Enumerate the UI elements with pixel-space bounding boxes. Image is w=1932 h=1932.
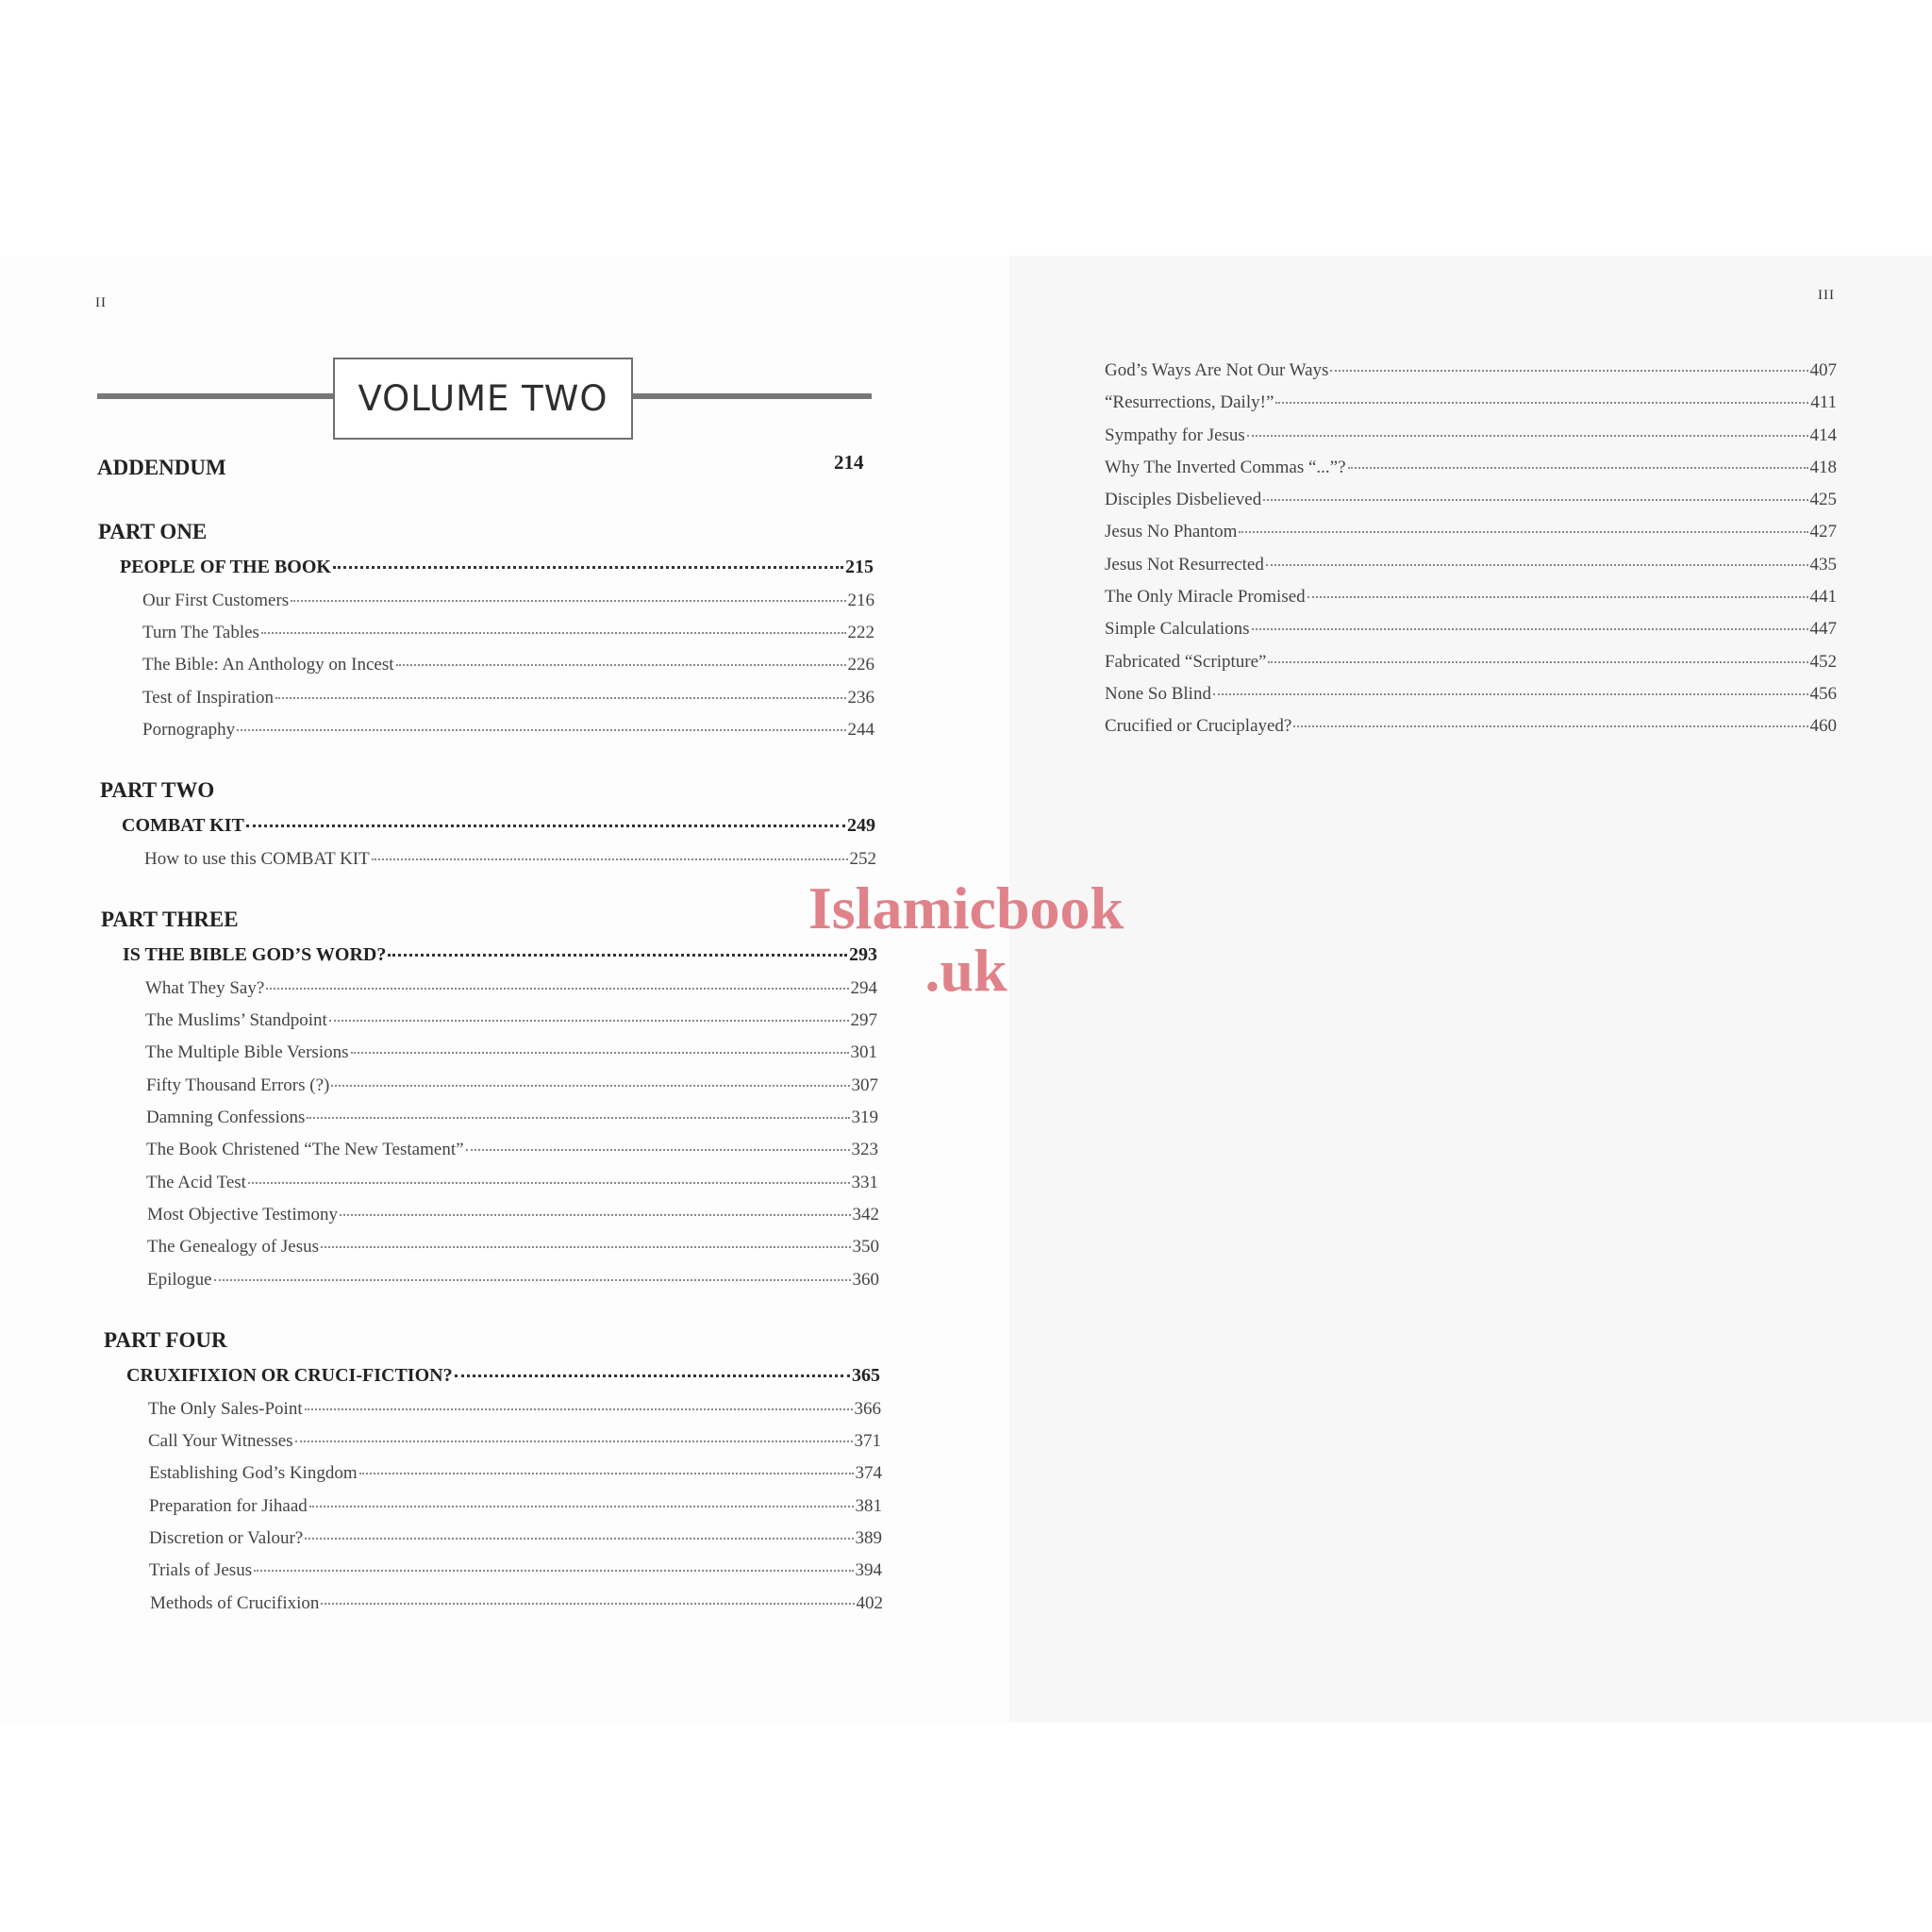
entry-title: Preparation for Jihaad [149,1496,308,1516]
toc-entry[interactable] [145,1038,877,1063]
watermark-line-1: Islamicbook [808,874,1124,941]
entry-title: Fabricated “Scripture” [1105,652,1267,672]
dot-leader [1252,610,1808,630]
dot-leader [340,1196,850,1216]
entry-page: 374 [855,1463,882,1483]
toc-section[interactable] [122,809,875,837]
addendum-page: 214 [834,451,864,474]
toc-entry[interactable] [149,1524,882,1549]
dot-leader [329,1002,849,1022]
dot-leader [275,679,845,699]
dot-leader [214,1261,851,1281]
entry-page: 342 [852,1205,879,1224]
dot-leader [455,1356,850,1377]
section-title: COMBAT KIT [122,815,244,836]
toc-entry[interactable] [150,1589,883,1614]
dot-leader [1330,352,1807,372]
dot-leader [1275,384,1808,404]
part-heading: PART FOUR [104,1328,227,1352]
entry-title: Epilogue [147,1270,212,1290]
entry-page: 236 [847,688,874,708]
dot-leader [321,1585,854,1605]
dot-leader [359,1455,854,1474]
entry-title: God’s Ways Are Not Our Ways [1105,360,1329,380]
entry-title: Crucified or Cruciplayed? [1105,716,1292,736]
toc-entry[interactable] [142,650,874,675]
section-title: PEOPLE OF THE BOOK [120,557,331,577]
section-page: 293 [849,944,877,965]
entry-title: Sympathy for Jesus [1105,425,1245,445]
part-heading: PART TWO [100,778,215,802]
toc-section[interactable] [126,1359,880,1387]
entry-page: 294 [850,978,877,998]
entry-title: What They Say? [145,978,265,998]
dot-leader [1293,708,1807,727]
dot-leader [388,935,847,957]
entry-title: How to use this COMBAT KIT [144,849,370,869]
entry-title: None So Blind [1105,684,1211,704]
entry-title: Why The Inverted Commas “...”? [1105,458,1346,477]
entry-page: 407 [1809,360,1837,380]
section-page: 365 [852,1365,880,1386]
entry-title: Damning Confessions [146,1108,306,1127]
entry-page: 350 [852,1237,879,1257]
toc-entry[interactable] [146,1071,878,1096]
toc-entry[interactable] [1105,679,1837,705]
addendum-label: ADDENDUM [97,456,226,479]
entry-page: 414 [1809,425,1837,445]
toc-entry[interactable] [145,1006,877,1031]
entry-title: Establishing God’s Kingdom [149,1463,358,1483]
dot-leader [307,1099,849,1119]
entry-page: 381 [855,1496,882,1516]
entry-page: 226 [847,655,874,675]
entry-title: The Bible: An Anthology on Incest [142,655,394,675]
right-page-folio: III [1818,288,1835,303]
entry-page: 366 [854,1399,881,1419]
dot-leader [291,582,845,602]
toc-entry[interactable] [1105,517,1837,542]
dot-leader [266,970,848,990]
toc-entry[interactable] [146,1135,878,1160]
entry-page: 371 [854,1431,881,1451]
toc-entry[interactable] [1105,711,1837,737]
entry-title: The Genealogy of Jesus [147,1237,320,1257]
entry-title: Call Your Witnesses [148,1431,293,1451]
toc-entry[interactable] [142,683,874,708]
dot-leader [1213,675,1808,695]
entry-page: 307 [851,1075,878,1095]
entry-page: 402 [856,1593,883,1613]
entry-page: 427 [1809,522,1837,541]
section-page: 249 [847,815,875,836]
section-title: IS THE BIBLE GOD’S WORD? [123,944,387,965]
entry-title: Pornography [142,720,236,740]
watermark-line-2: .uk [924,937,1008,1004]
dot-leader [333,547,843,569]
toc-entry[interactable] [1105,421,1837,446]
entry-title: Our First Customers [142,591,290,610]
dot-leader [248,1164,850,1184]
entry-page: 460 [1809,716,1837,736]
dot-leader [331,1067,849,1087]
entry-page: 216 [847,591,874,610]
dot-leader [237,711,845,731]
dot-leader [305,1520,853,1540]
dot-leader [261,614,846,634]
entry-page: 394 [855,1560,882,1580]
toc-entry[interactable] [142,715,874,741]
entry-page: 425 [1809,490,1837,509]
dot-leader [1268,643,1807,663]
entry-page: 331 [851,1173,878,1192]
entry-title: Jesus Not Resurrected [1105,555,1264,575]
entry-title: The Only Miracle Promised [1105,587,1306,607]
dot-leader [321,1228,850,1248]
section-title: CRUXIFIXION OR CRUCI-FICTION? [126,1365,453,1386]
dot-leader [1263,481,1807,501]
toc-section[interactable] [123,939,877,966]
toc-entry[interactable] [1105,647,1837,673]
dot-leader [246,806,845,827]
toc-entry[interactable] [149,1491,882,1517]
entry-page: 323 [851,1140,878,1159]
entry-page: 244 [847,720,874,740]
dot-leader [254,1552,853,1572]
entry-title: The Muslims’ Standpoint [145,1010,327,1030]
entry-title: The Book Christened “The New Testament” [146,1140,464,1159]
entry-page: 435 [1809,555,1837,575]
toc-entry[interactable] [149,1556,882,1581]
entry-page: 222 [847,623,874,642]
dot-leader [1348,449,1808,469]
toc-entry[interactable] [1105,582,1837,608]
dot-leader [396,646,846,666]
toc-entry[interactable] [146,1103,878,1128]
entry-title: “Resurrections, Daily!” [1105,392,1274,412]
section-page: 215 [845,557,874,577]
dot-leader [372,841,848,860]
toc-entry[interactable] [1105,485,1837,510]
entry-title: Disciples Disbelieved [1105,490,1262,509]
entry-title: The Only Sales-Point [148,1399,303,1419]
entry-title: The Acid Test [146,1173,246,1192]
toc-section[interactable] [120,551,874,578]
dot-leader [305,1391,853,1410]
toc-entry[interactable] [147,1265,879,1291]
toc-entry[interactable] [1105,550,1837,575]
entry-page: 411 [1810,392,1837,412]
entry-page: 301 [850,1042,877,1062]
dot-leader [1307,578,1808,598]
toc-entry[interactable] [146,1168,878,1193]
toc-entry[interactable] [147,1200,879,1225]
toc-entry[interactable] [1105,356,1837,381]
toc-entry[interactable] [148,1394,881,1420]
entry-page: 418 [1809,458,1837,477]
entry-title: Methods of Crucifixion [150,1593,320,1613]
entry-page: 441 [1809,587,1837,607]
entry-page: 297 [850,1010,877,1030]
entry-page: 447 [1809,619,1837,639]
dot-leader [1247,417,1808,437]
toc-entry[interactable] [1105,614,1837,640]
watermark [798,874,1134,1004]
toc-entry[interactable] [148,1426,881,1452]
dot-leader [309,1488,854,1507]
left-page-folio: II [95,295,107,310]
entry-page: 389 [855,1528,882,1548]
toc-entry[interactable] [145,974,877,999]
heading-rule-left [97,393,335,399]
entry-title: Test of Inspiration [142,688,275,708]
dot-leader [351,1034,849,1054]
toc-entry[interactable] [144,844,876,870]
toc-entry[interactable] [142,586,874,611]
dot-leader [295,1423,853,1442]
entry-title: The Multiple Bible Versions [145,1042,349,1062]
entry-page: 319 [851,1108,878,1127]
entry-page: 456 [1809,684,1837,704]
entry-title: Jesus No Phantom [1105,522,1238,541]
entry-title: Fifty Thousand Errors (?) [146,1075,330,1095]
part-heading: PART ONE [98,520,208,543]
entry-title: Most Objective Testimony [147,1205,339,1224]
entry-page: 452 [1809,652,1837,672]
entry-title: Trials of Jesus [149,1560,253,1580]
toc-entry[interactable] [1105,388,1837,413]
dot-leader [1239,513,1807,533]
toc-entry[interactable] [149,1458,882,1484]
toc-entry[interactable] [142,618,874,643]
entry-page: 252 [849,849,876,869]
entry-title: Discretion or Valour? [149,1528,304,1548]
volume-heading: VOLUME TWO [333,358,633,440]
entry-page: 360 [852,1270,879,1290]
heading-rule-right [631,393,872,399]
toc-entry[interactable] [147,1232,879,1257]
part-heading: PART THREE [101,908,239,931]
dot-leader [1266,546,1808,566]
entry-title: Simple Calculations [1105,619,1250,639]
entry-title: Turn The Tables [142,623,259,642]
toc-entry[interactable] [1105,453,1837,478]
dot-leader [466,1131,850,1151]
